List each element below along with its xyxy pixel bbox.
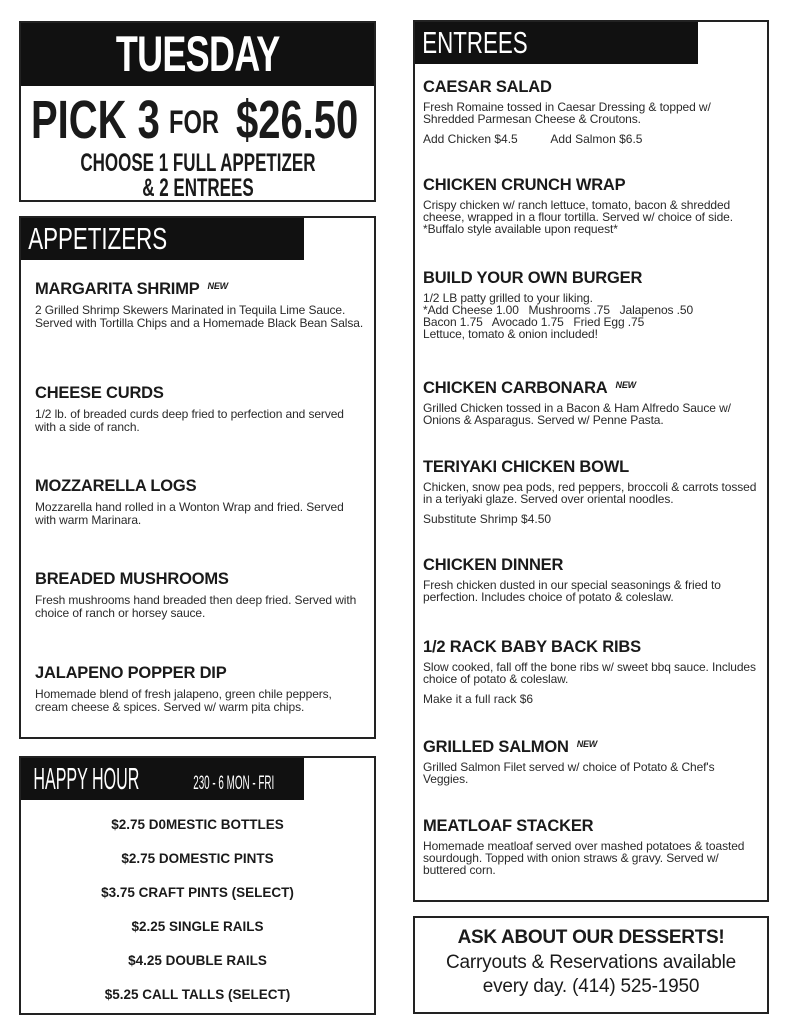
appetizers-title: APPETIZERS — [28, 221, 168, 256]
pick-for: FOR — [169, 104, 219, 140]
new-badge: NEW — [207, 281, 228, 291]
day-title: TUESDAY — [115, 26, 280, 82]
item-name: MARGARITA SHRIMP — [35, 280, 200, 298]
item-description: Mozzarella hand rolled in a Wonton Wrap and fried. Served with warm Marinara. — [35, 500, 344, 527]
item-description: Fresh mushrooms hand breaded then deep fried. Served with choice of ranch or horsey sauce. — [35, 593, 357, 620]
menu-item — [423, 77, 757, 146]
desc-line: Bacon 1.75 Avocado 1.75 Fried Egg .75 — [423, 315, 645, 329]
new-badge: NEW — [615, 380, 636, 390]
carryout-line-2: every day. (414) 525-1950 — [482, 976, 700, 997]
item-name: GRILLED SALMON — [423, 738, 569, 756]
menu-item — [35, 276, 364, 330]
choose-line-2: & 2 ENTREES — [141, 174, 254, 202]
promo-price: $26.50 — [236, 90, 359, 150]
entrees-header — [415, 22, 698, 64]
item-name: CHICKEN CRUNCH WRAP — [423, 176, 626, 194]
list-item: $2.75 D0MESTIC BOTTLES — [111, 817, 284, 832]
item-description: Crispy chicken w/ ranch lettuce, tomato, bacon & shredded cheese, wrapped in a flour tortilla. Served w/ choice of side. *Buffalo style available upon request* — [423, 198, 733, 236]
desc-line: 1/2 LB patty grilled to your liking. — [423, 291, 593, 305]
menu-item — [423, 637, 757, 706]
menu-item — [423, 268, 757, 340]
appetizers-section — [19, 216, 376, 739]
item-name: MEATLOAF STACKER — [423, 817, 594, 835]
item-name: MOZZARELLA LOGS — [35, 477, 197, 495]
item-description: Homemade meatloaf served over mashed potatoes & toasted sourdough. Topped with onion straws & gravy. Served w/ buttered corn. — [423, 839, 745, 877]
menu-item — [35, 569, 364, 620]
menu-item — [423, 457, 757, 526]
item-description: Grilled Chicken tossed in a Bacon & Ham Alfredo Sauce w/ Onions & Asparagus. Served w/ Penne Pasta. — [423, 401, 731, 427]
carryout-line-1: Carryouts & Reservations available — [446, 952, 736, 973]
menu-item — [423, 175, 757, 235]
list-item: $4.25 DOUBLE RAILS — [128, 953, 267, 968]
item-description: Fresh Romaine tossed in Caesar Dressing & topped w/ Shredded Parmesan Cheese & Croutons. — [423, 100, 711, 126]
menu-item — [423, 734, 757, 785]
item-name: CHEESE CURDS — [35, 384, 164, 402]
item-description: Slow cooked, fall off the bone ribs w/ sweet bbq sauce. Includes choice of potato & coleslaw. — [423, 660, 756, 686]
pick-count: PICK 3 — [31, 90, 160, 150]
list-item: $3.75 CRAFT PINTS (SELECT) — [101, 885, 294, 900]
item-addons: Add Chicken $4.5 Add Salmon $6.5 — [423, 132, 643, 146]
desserts-headline: ASK ABOUT OUR DESSERTS! — [457, 927, 725, 948]
pick-offer — [31, 89, 371, 153]
choose-line-1: CHOOSE 1 FULL APPETIZER — [79, 149, 316, 177]
item-name: CHICKEN CARBONARA — [423, 379, 608, 397]
desc-line: *Add Cheese 1.00 Mushrooms .75 Jalapenos .50 — [423, 303, 694, 317]
menu-item — [35, 663, 364, 714]
item-description: Fresh chicken dusted in our special seasonings & fried to perfection. Includes choice of potato & coleslaw. — [423, 578, 721, 604]
item-name: CHICKEN DINNER — [423, 556, 564, 574]
happy-hour-times: 230 - 6 MON - FRI — [193, 773, 275, 794]
item-addons: Substitute Shrimp $4.50 — [423, 512, 552, 526]
item-name: BREADED MUSHROOMS — [35, 570, 229, 588]
item-description: 2 Grilled Shrimp Skewers Marinated in Tequila Lime Sauce. Served with Tortilla Chips and a Homemade Black Bean Salsa. — [35, 303, 364, 330]
choose-text — [21, 151, 374, 201]
item-description: Chicken, snow pea pods, red peppers, broccoli & carrots tossed in a teriyaki glaze. Served over oriental noodles. — [423, 480, 757, 506]
item-description — [423, 292, 757, 340]
item-description: 1/2 lb. of breaded curds deep fried to perfection and served with a side of ranch. — [35, 407, 344, 434]
list-item: $5.25 CALL TALLS (SELECT) — [104, 987, 291, 1002]
item-name: CAESAR SALAD — [423, 78, 552, 96]
item-description: Grilled Salmon Filet served w/ choice of Potato & Chef's Veggies. — [423, 760, 715, 786]
entrees-section — [413, 20, 769, 902]
item-addons: Make it a full rack $6 — [423, 692, 534, 706]
new-badge: NEW — [576, 739, 598, 749]
happy-hour-list — [21, 816, 374, 1020]
happy-hour-title: HAPPY HOUR — [33, 761, 140, 796]
menu-item — [35, 383, 364, 434]
appetizers-header — [21, 218, 304, 260]
menu-item — [423, 816, 757, 876]
item-name: JALAPENO POPPER DIP — [35, 664, 227, 682]
happy-hour-heading — [21, 758, 308, 805]
item-description: Homemade blend of fresh jalapeno, green chile peppers, cream cheese & spices. Served w/ warm pita chips. — [35, 687, 332, 714]
item-name: BUILD YOUR OWN BURGER — [423, 269, 643, 287]
menu-item — [423, 555, 757, 603]
menu-item — [35, 476, 364, 527]
entrees-title: ENTREES — [422, 25, 528, 60]
item-name: TERIYAKI CHICKEN BOWL — [423, 458, 630, 476]
day-banner — [21, 23, 374, 86]
happy-hour-header — [21, 758, 304, 800]
happy-hour-section — [19, 756, 376, 1015]
promo-box — [19, 21, 376, 202]
list-item: $2.25 SINGLE RAILS — [131, 919, 264, 934]
item-name: 1/2 RACK BABY BACK RIBS — [423, 638, 641, 656]
menu-item — [423, 375, 757, 426]
list-item: $2.75 DOMESTIC PINTS — [121, 851, 274, 866]
desserts-box — [413, 916, 769, 1014]
desc-line: Lettuce, tomato & onion included! — [423, 327, 598, 341]
